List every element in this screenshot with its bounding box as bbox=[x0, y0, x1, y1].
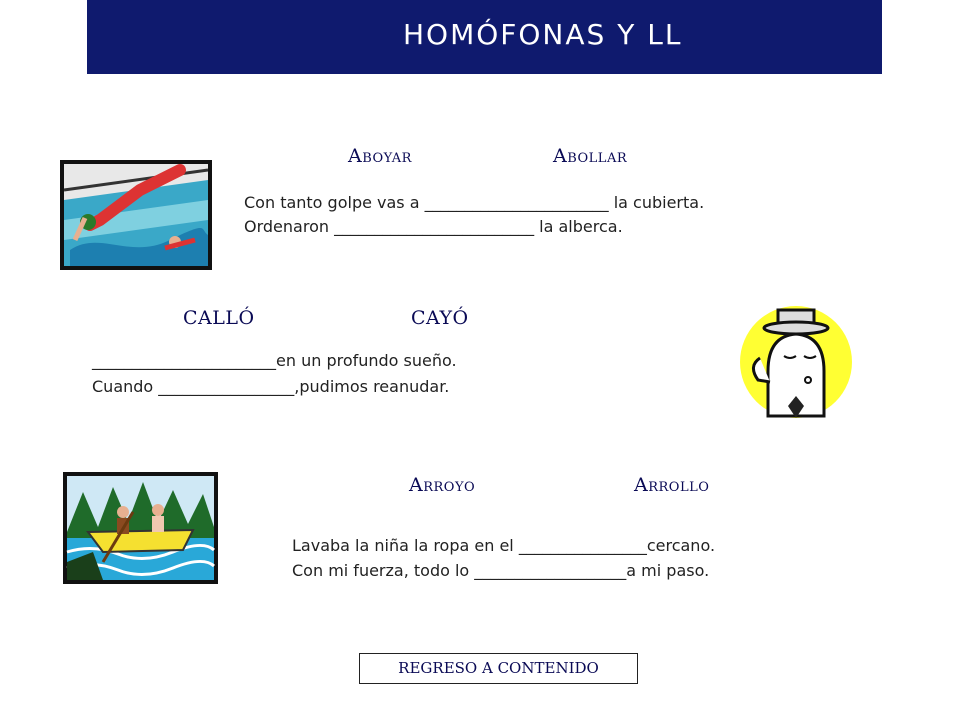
diver-image bbox=[60, 160, 212, 270]
sentence-1b: Ordenaron _________________________ la alberca. bbox=[244, 217, 623, 236]
sentence-2b: Cuando _________________,pudimos reanudar. bbox=[92, 377, 450, 396]
word-option-2a: CALLÓ bbox=[183, 307, 255, 329]
sentence-1a: Con tanto golpe vas a _______________________ la cubierta. bbox=[244, 193, 705, 212]
page-title: HOMÓFONAS Y LL bbox=[403, 18, 683, 51]
diver-icon bbox=[60, 160, 212, 270]
canoe-image bbox=[63, 472, 218, 584]
back-to-contents-button[interactable]: REGRESO A CONTENIDO bbox=[359, 653, 638, 684]
word-option-1a: Aboyar bbox=[348, 145, 412, 167]
title-banner bbox=[87, 0, 882, 74]
sleeping-man-image bbox=[738, 296, 854, 422]
canoe-icon bbox=[63, 472, 218, 584]
sentence-2a: _______________________en un profundo sueño. bbox=[92, 351, 457, 370]
word-option-1b: Abollar bbox=[553, 145, 628, 167]
sentence-3a: Lavaba la niña la ropa en el ________________cercano. bbox=[292, 536, 716, 555]
word-option-3a: Arroyo bbox=[409, 474, 476, 496]
sentence-3b: Con mi fuerza, todo lo ___________________a mi paso. bbox=[292, 561, 710, 580]
sleeping-man-icon bbox=[738, 296, 854, 422]
word-option-3b: Arrollo bbox=[634, 474, 710, 496]
word-option-2b: CAYÓ bbox=[411, 307, 469, 329]
